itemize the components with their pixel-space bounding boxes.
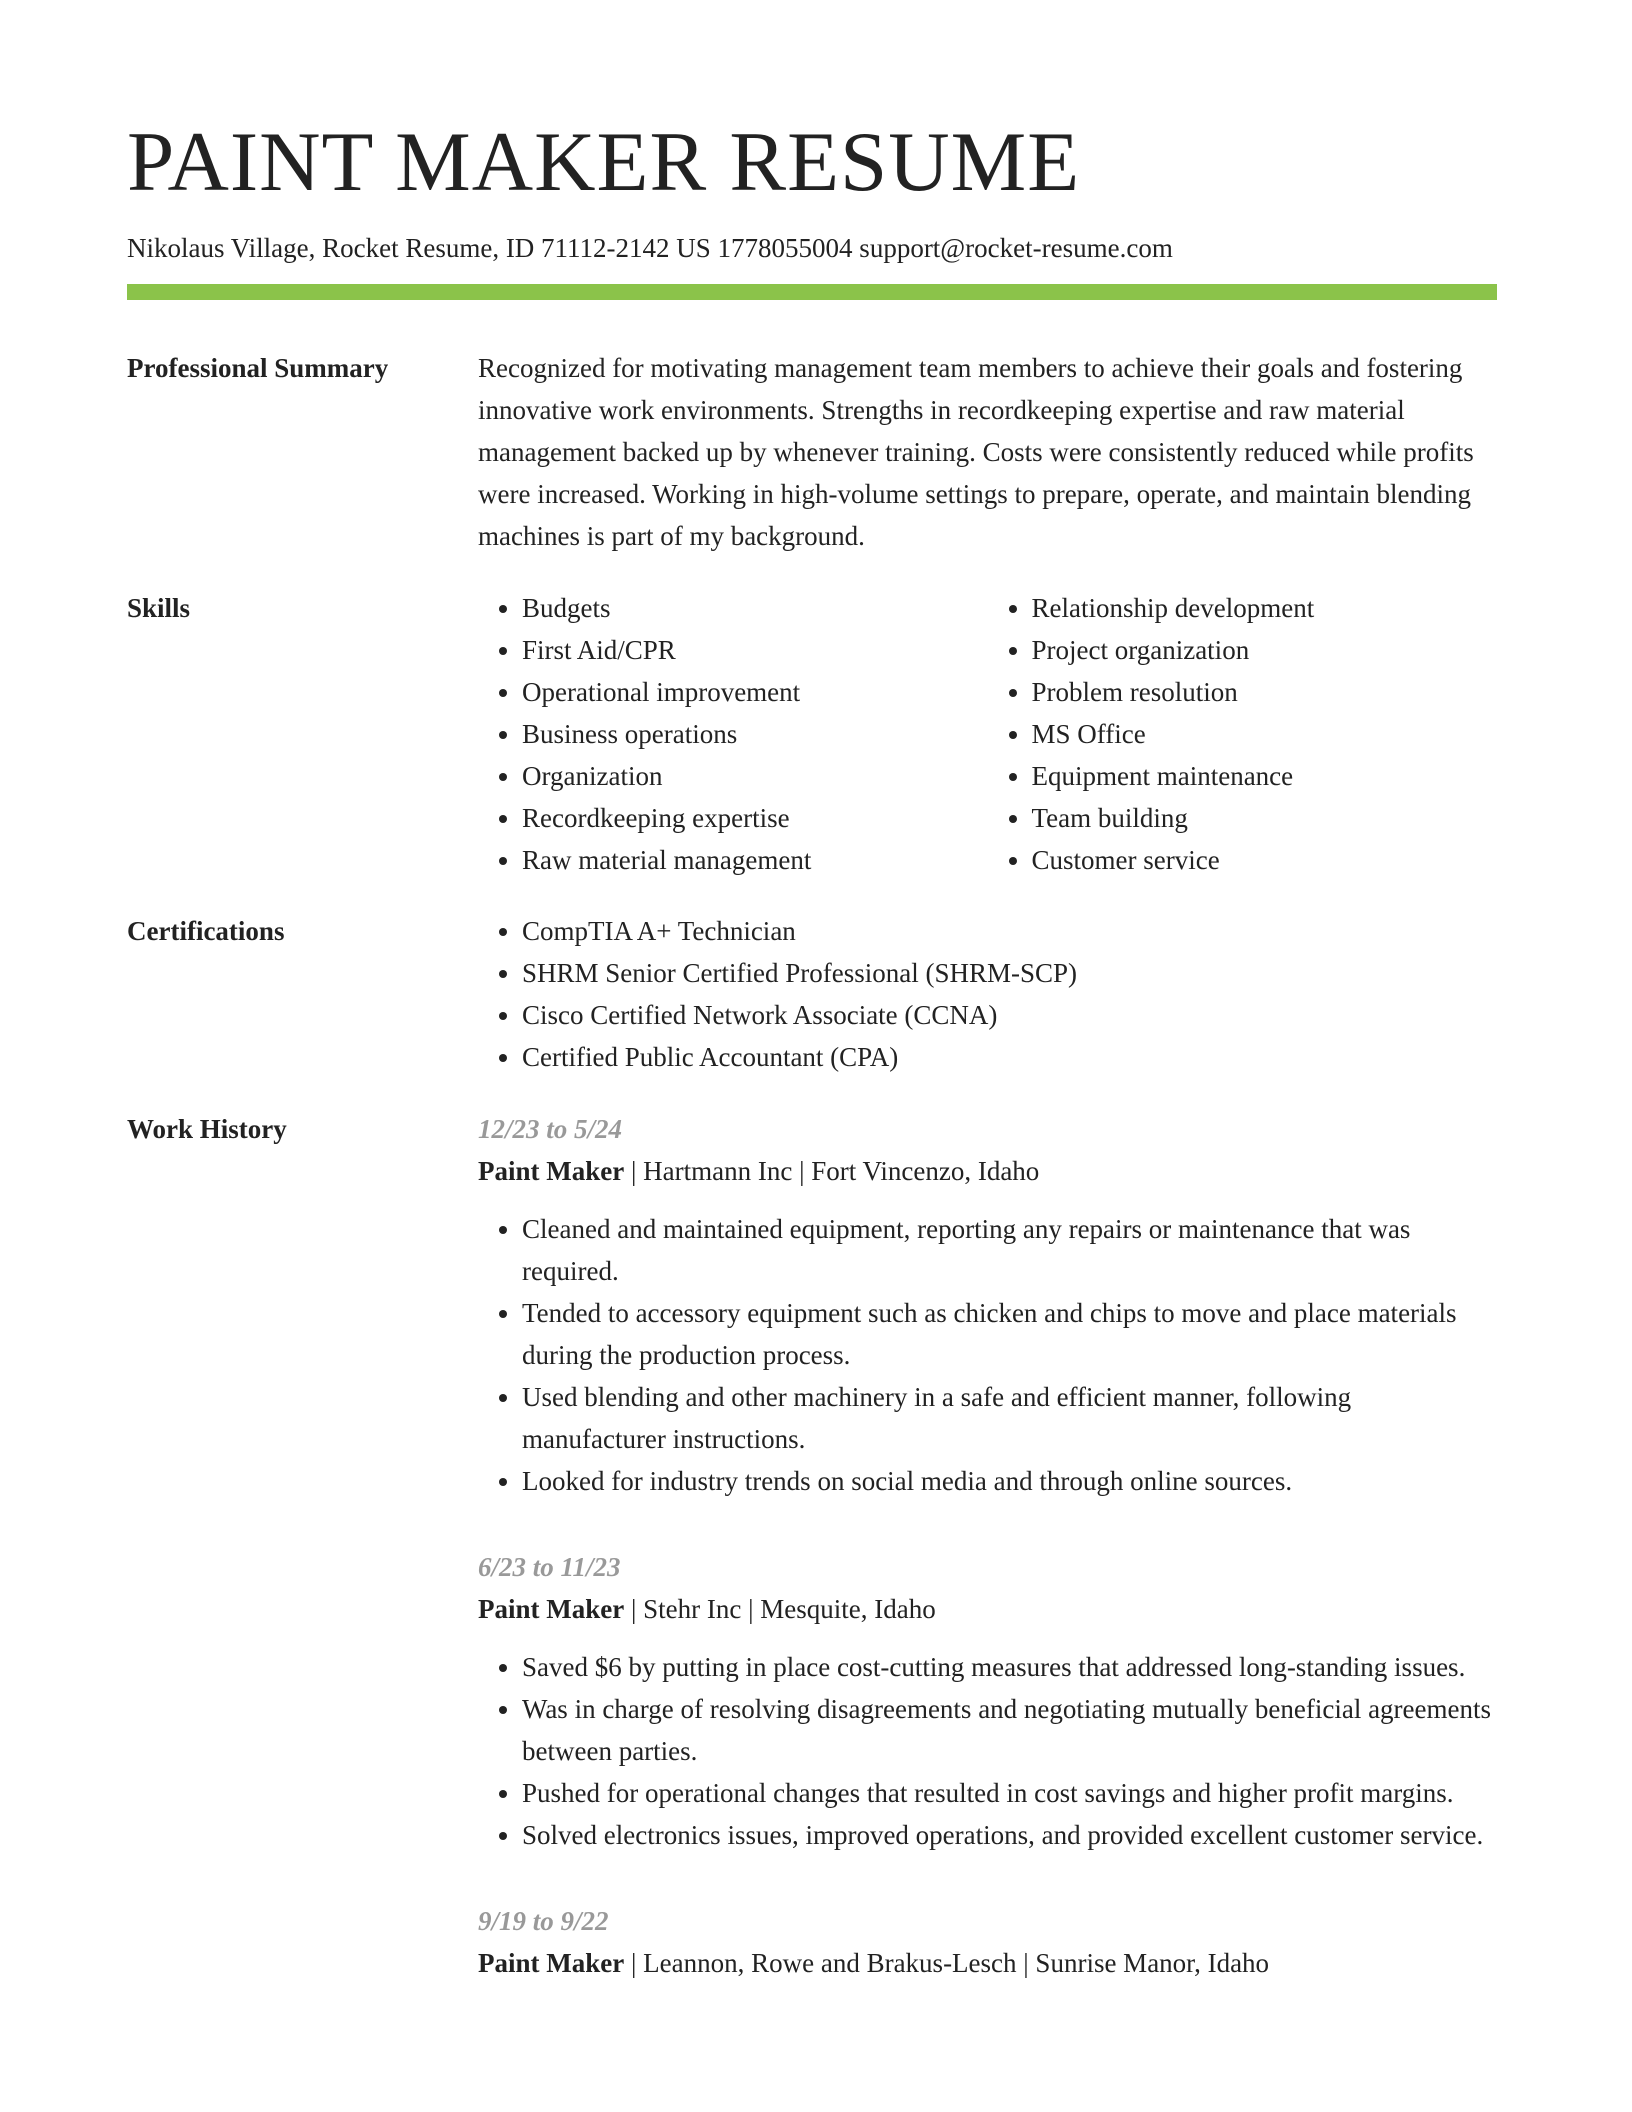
certification-item: • CompTIA A+ Technician [522,910,1497,952]
job-bullet: • Pushed for operational changes that resulted in cost savings and higher profit margins. [522,1772,1497,1814]
job-bullets [478,1646,1497,1856]
job-title: Paint Maker [478,1156,625,1186]
job-details: | Hartmann Inc | Fort Vincenzo, Idaho [624,1156,1040,1186]
skill-item: • Project organization [1032,629,1498,671]
certification-item: • SHRM Senior Certified Professional (SHRM-SCP) [522,952,1497,994]
skill-item: • Relationship development [1032,587,1498,629]
job-entry [478,1900,1497,1984]
skill-item: • Raw material management [522,839,988,881]
job-details: | Stehr Inc | Mesquite, Idaho [624,1594,936,1624]
job-entry [478,1108,1497,1502]
summary-body [478,347,1497,557]
job-dates: 9/19 to 9/22 [478,1906,609,1936]
skill-item: • Business operations [522,713,988,755]
job-bullet: • Saved $6 by putting in place cost-cutting measures that addressed long-standing issues. [522,1646,1497,1688]
skill-item: • First Aid/CPR [522,629,988,671]
contact-line: Nikolaus Village, Rocket Resume, ID 71112-2142 US 1778055004 support@rocket-resume.com [127,233,1173,263]
job-title: Paint Maker [478,1948,625,1978]
skill-item: • Organization [522,755,988,797]
job-title: Paint Maker [478,1594,625,1624]
work-history-body [478,1108,1497,2028]
job-bullet: • Looked for industry trends on social media and through online sources. [522,1460,1497,1502]
job-bullet: • Cleaned and maintained equipment, reporting any repairs or maintenance that was required. [522,1208,1497,1292]
job-bullet: • Solved electronics issues, improved operations, and provided excellent customer service. [522,1814,1497,1856]
job-bullet: • Tended to accessory equipment such as chicken and chips to move and place materials during the production process. [522,1292,1497,1376]
job-entry [478,1546,1497,1856]
skill-item: • Team building [1032,797,1498,839]
skills-column-2 [988,587,1498,881]
job-role-line [478,1588,1497,1630]
certification-item: • Cisco Certified Network Associate (CCNA) [522,994,1497,1036]
job-role-line [478,1942,1497,1984]
accent-rule [127,284,1497,300]
skill-item: • Recordkeeping expertise [522,797,988,839]
certifications-list [478,910,1497,1078]
job-bullet: • Was in charge of resolving disagreements and negotiating mutually beneficial agreements between parties. [522,1688,1497,1772]
skill-item: • MS Office [1032,713,1498,755]
skills-column-1 [478,587,988,881]
job-bullets [478,1208,1497,1502]
skill-item: • Problem resolution [1032,671,1498,713]
job-dates: 6/23 to 11/23 [478,1552,621,1582]
skill-item: • Budgets [522,587,988,629]
job-role-line [478,1150,1497,1192]
job-dates: 12/23 to 5/24 [478,1114,623,1144]
certifications-body [478,910,1497,1078]
skills-body [478,587,1497,881]
skill-item: • Customer service [1032,839,1498,881]
skill-item: • Equipment maintenance [1032,755,1498,797]
job-details: | Leannon, Rowe and Brakus-Lesch | Sunrise Manor, Idaho [624,1948,1270,1978]
certification-item: • Certified Public Accountant (CPA) [522,1036,1497,1078]
job-bullet: • Used blending and other machinery in a safe and efficient manner, following manufacturer instructions. [522,1376,1497,1460]
work-history-label: Work History [127,1114,287,1144]
certifications-label: Certifications [127,916,285,946]
skill-item: • Operational improvement [522,671,988,713]
skills-label: Skills [127,593,191,623]
summary-label: Professional Summary [127,353,389,383]
resume-title: PAINT MAKER RESUME [127,115,1081,209]
summary-text: Recognized for motivating management team members to achieve their goals and fostering innovative work environments. Strengths in recordkeeping expertise and raw material management backed up by whenever training. Costs were consistently reduced while profits were increased. Working in high-volume settings to prepare, operate, and maintain blending machines is part of my background. [478,353,1474,551]
